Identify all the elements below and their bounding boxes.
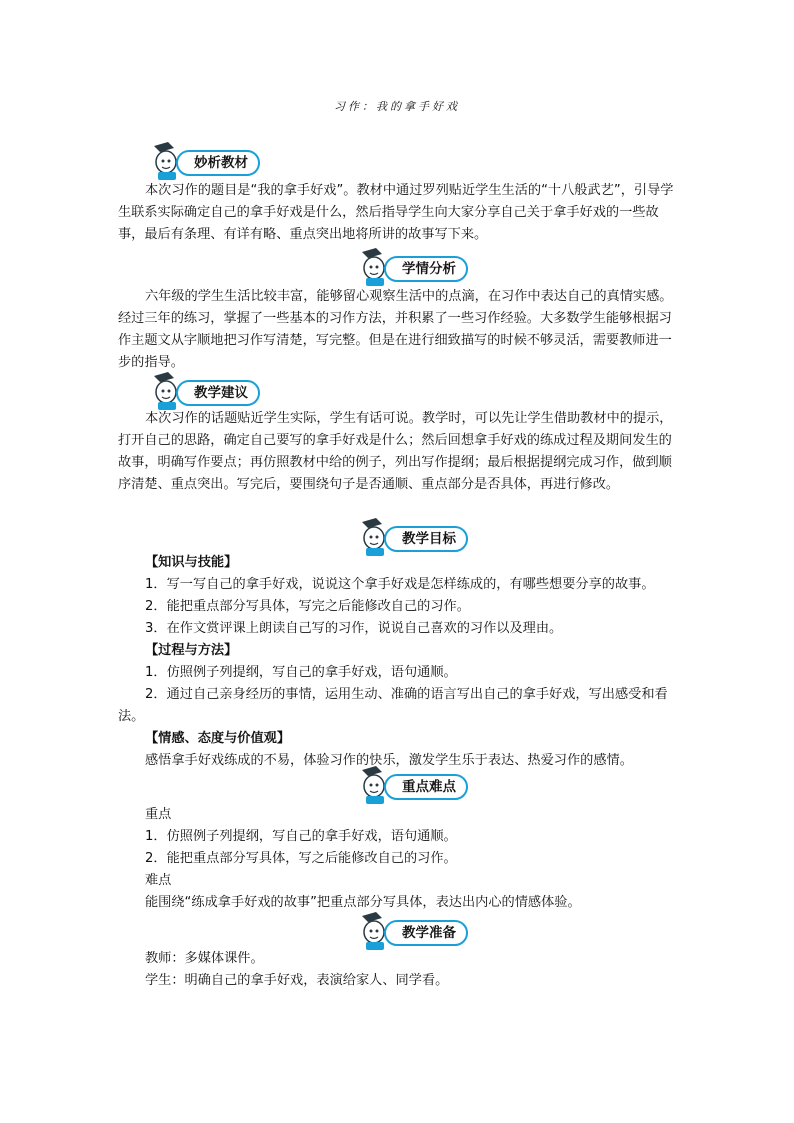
label-key: 重点 — [145, 807, 172, 822]
section-body — [118, 948, 678, 992]
paragraph: 六年级的学生生活比较丰富，能够留心观察生活中的点滴，在习作中表达自己的真情实感。经过三年的练习，掌握了一些基本的习作方法，并积累了一些习作经验。大多数学生能够根据习作主题文从字顺地把习作写清楚，写完整。但是在进行细致描写的时候不够灵活，需要教师进一步的指导。 — [118, 289, 673, 370]
paragraph: 本次习作的话题贴近学生实际，学生有话可说。教学时，可以先让学生借助教材中的提示，打开自己的思路，确定自己要写的拿手好戏是什么；然后回想拿手好戏的练成过程及期间发生的故事，明确写作要点；再仿照教材中给的例子，列出写作提纲；最后根据提纲完成习作，做到顺序清楚、重点突出。写完后，要围绕句子是否通顺、重点部分是否具体，再进行修改。 — [118, 411, 673, 492]
paragraph: 本次习作的题目是“我的拿手好戏”。教材中通过罗列贴近学生生活的“十八般武艺”，引导学生联系实际确定自己的拿手好戏是什么，然后指导学生向大家分享自己关于拿手好戏的一些故事，最后有条理、有详有略、重点突出地将所讲的故事写下来。 — [118, 183, 674, 242]
section-body — [118, 408, 678, 496]
paragraph: 能围绕“练成拿手好戏的故事”把重点部分写具体，表达出内心的情感体验。 — [145, 895, 581, 910]
section-heading-label: 教学建议 — [176, 380, 260, 406]
paragraph: 感悟拿手好戏练成的不易，体验习作的快乐，激发学生乐于表达、热爱习作的感情。 — [145, 753, 633, 768]
list-item: 1．仿照例子列提纲，写自己的拿手好戏，语句通顺。 — [145, 829, 457, 844]
subheading: 【情感、态度与价值观】 — [145, 731, 291, 746]
list-item: 1．写一写自己的拿手好戏，说说这个拿手好戏是怎样练成的，有哪些想要分享的故事。 — [145, 577, 655, 592]
label-difficult: 难点 — [145, 873, 172, 888]
section-body — [118, 286, 678, 374]
document-title: 习作：我的拿手好戏 — [334, 100, 460, 113]
list-item: 3．在作文赏评课上朗读自己写的习作，说说自己喜欢的习作以及理由。 — [145, 621, 563, 636]
list-item: 2．能把重点部分写具体，写之后能修改自己的习作。 — [145, 851, 457, 866]
subheading: 【知识与技能】 — [145, 555, 238, 570]
section-heading-label: 教学目标 — [384, 526, 468, 552]
section-heading-label: 学情分析 — [384, 256, 468, 282]
section-heading-label: 妙析教材 — [176, 150, 260, 176]
paragraph-student: 学生：明确自己的拿手好戏，表演给家人、同学看。 — [145, 973, 449, 988]
subheading: 【过程与方法】 — [145, 643, 238, 658]
section-body — [118, 804, 678, 914]
section-body — [118, 552, 678, 772]
list-item: 1．仿照例子列提纲，写自己的拿手好戏，语句通顺。 — [145, 665, 457, 680]
section-heading-label: 重点难点 — [384, 774, 468, 800]
list-item: 2．通过自己亲身经历的事情，运用生动、准确的语言写出自己的拿手好戏，写出感受和看法。 — [118, 687, 668, 724]
section-heading-label: 教学准备 — [384, 920, 468, 946]
section-body — [118, 180, 678, 246]
list-item: 2．能把重点部分写具体，写完之后能修改自己的习作。 — [145, 599, 470, 614]
paragraph-teacher: 教师：多媒体课件。 — [145, 951, 264, 966]
